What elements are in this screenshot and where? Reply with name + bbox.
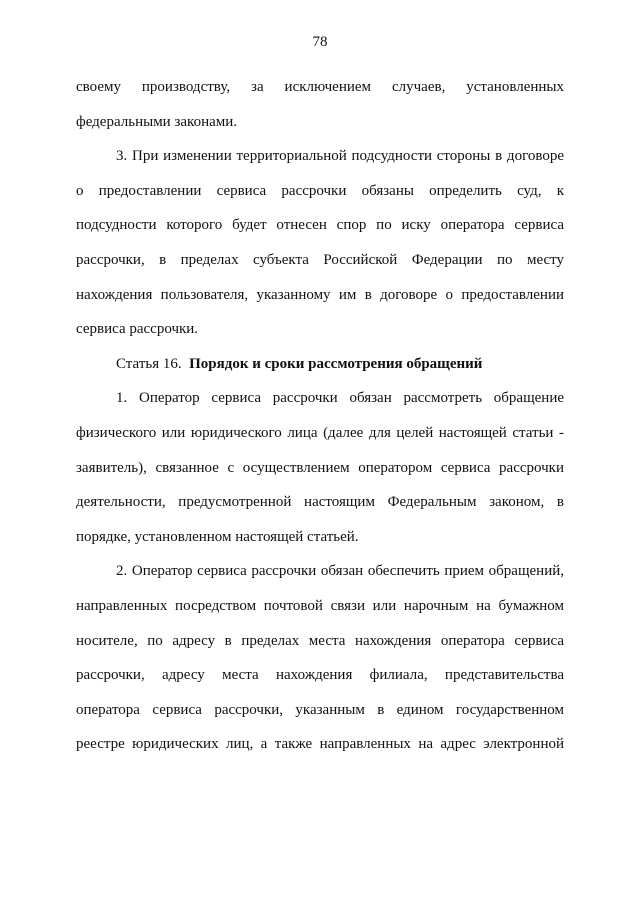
text-line: 1. Оператор сервиса рассрочки обязан рассмотреть обращение [116,390,564,407]
article-label: Статья 16. [116,355,182,372]
text-line: о предоставлении сервиса рассрочки обязаны определить суд, к [76,182,564,199]
text-line: заявитель), связанное с осуществлением оператором сервиса рассрочки [76,459,564,476]
page-number: 78 [312,34,328,50]
text-line: рассрочки, в пределах субъекта Российской Федерации по месту [76,251,564,268]
text-line: сервиса рассрочки. [76,321,199,338]
text-line: федеральными законами. [76,113,238,130]
article-title: Порядок и сроки рассмотрения обращений [189,355,483,372]
text-line: направленных посредством почтовой связи или нарочным на бумажном [76,597,564,614]
text-line: реестре юридических лиц, а также направленных на адрес электронной [76,736,564,753]
text-line: оператора сервиса рассрочки, указанным в едином государственном [76,701,564,718]
paragraph-item-1 [76,381,564,554]
text-line: порядке, установленном настоящей статьей. [76,528,359,545]
text-line: рассрочки, адресу места нахождения филиала, представительства [76,667,564,684]
text-line: нахождения пользователя, указанному им в договоре о предоставлении [76,286,564,303]
text-line: деятельности, предусмотренной настоящим Федеральным законом, в [76,494,564,511]
paragraph-item-2 [76,554,564,762]
text-line: 3. При изменении территориальной подсудности стороны в договоре [116,148,564,165]
paragraph-continuation [76,70,564,139]
text-line: своему производству, за исключением случаев, установленных [76,79,564,95]
text-line: 2. Оператор сервиса рассрочки обязан обеспечить прием обращений, [116,563,564,580]
article-heading [76,347,564,382]
text-line: носителе, по адресу в пределах места нахождения оператора сервиса [76,632,564,649]
document-body [76,70,564,762]
text-line: физического или юридического лица (далее для целей настоящей статьи - [76,424,564,441]
text-line: подсудности которого будет отнесен спор по иску оператора сервиса [76,217,564,234]
paragraph-item-3 [76,139,564,347]
